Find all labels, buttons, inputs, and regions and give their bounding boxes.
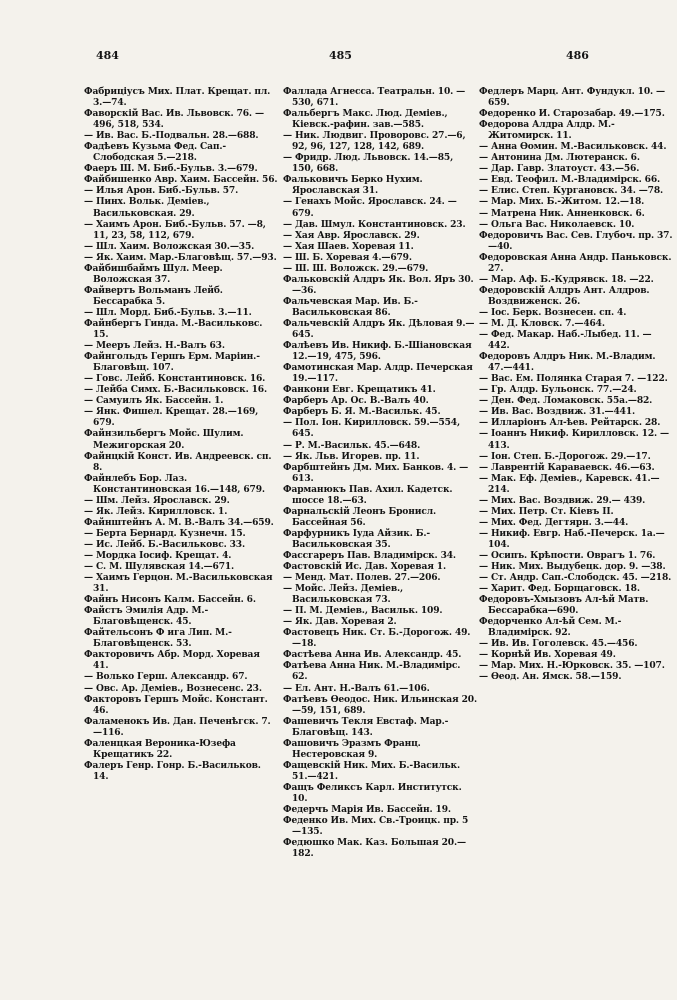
directory-entry: Федорченко Ал-ѣй Сем. М.-Владимірск. 92. <box>479 616 622 639</box>
directory-entry: — С. М. Шулявская 14.—671. <box>84 561 235 573</box>
directory-entry: Фастовскій Ис. Дав. Хоревая 1. <box>283 561 446 573</box>
directory-entry: — Евд. Теофил. М.-Владимірск. 66. <box>479 174 661 186</box>
directory-entry: Фарберъ Б. Я. М.-Васильк. 45. <box>283 406 441 418</box>
directory-entry: — Никиф. Евгр. Наб.-Печерск. 1а.—104. <box>479 527 665 550</box>
directory-entry: Фатѣева Анна Ник. М.-Владимірс. 62. <box>283 660 461 683</box>
directory-entry: Федлеръ Марц. Ант. Фундукл. 10. —659. <box>479 86 665 109</box>
directory-entry: Фальчевскій Алдръ Як. Дѣловая 9.—645. <box>283 317 475 341</box>
directory-entry: Федоровская Анна Андр. Паньковск. 27. <box>479 251 672 274</box>
directory-entry: — Мар. Мих. Н.-Юрковск. 35. —107. <box>479 660 665 672</box>
directory-entry: Фашовичъ Эразмъ Франц. Нестеровская 9. <box>283 737 421 760</box>
directory-entry: Федоровъ Алдръ Ник. М.-Владим. 47.—441. <box>479 351 656 374</box>
directory-entry: — Мойс. Лейз. Деміев., Васильковская 73. <box>283 583 404 606</box>
directory-entry: — Дав. Шмул. Константиновск. 23. <box>283 218 466 230</box>
directory-entry: — Мак. Еф. Деміев., Каревск. 41.—214. <box>479 472 660 495</box>
directory-entry: — Гр. Алдр. Бульонск. 77.—24. <box>479 384 637 396</box>
directory-entry: — Илларіонъ Ал-ѣев. Рейтарск. 28. <box>479 417 661 429</box>
directory-entry: Фаллада Агнесса. Театральн. 10. —530, 671. <box>283 86 466 109</box>
directory-entry: Фаламенокъ Ив. Дан. Печенѣгск. 7.—116. <box>84 715 271 738</box>
directory-entry: — Антонина Дм. Лютеранск. 6. <box>479 152 640 164</box>
directory-entry: Фаворскій Вас. Ив. Львовск. 76. —496, 518, 534. <box>84 108 264 131</box>
page-number-left: 484 <box>96 49 119 62</box>
directory-entry: — Мих. Вас. Воздвиж. 29.— 439. <box>479 494 646 506</box>
directory-entry: — Ив. Вас. Воздвиж. 31.—441. <box>479 406 636 418</box>
directory-entry: — Мееръ Лейз. Н.-Валъ 63. <box>84 340 225 352</box>
directory-entry: Фарбштейнъ Дм. Мих. Банков. 4. —613. <box>283 461 469 484</box>
directory-entry: Федерчъ Марія Ив. Бассейн. 19. <box>283 804 451 816</box>
directory-entry: Фащъ Феликсъ Карл. Институтск. 10. <box>283 781 462 804</box>
directory-entry: — Ш. Ш. Воложск. 29.—679. <box>283 262 429 274</box>
directory-entry: Файнъ Нисонъ Калм. Бассейн. 6. <box>84 594 256 606</box>
directory-entry: — Ис. Лейб. Б.-Васильковс. 33. <box>84 538 245 550</box>
directory-entry: — Корнѣй Ив. Хоревая 49. <box>479 649 616 661</box>
directory-entry: Фастовецъ Ник. Ст. Б.-Дорогож. 49.—18. <box>283 627 471 650</box>
page-number-right: 486 <box>566 49 589 62</box>
directory-entry: Фальбергъ Макс. Люд. Деміев., Кіевск.-рафин. зав.—585. <box>283 108 448 131</box>
directory-entry: — Менд. Мат. Полев. 27.—206. <box>283 572 441 584</box>
directory-entry: Фастѣева Анна Ив. Александр. 45. <box>283 649 462 661</box>
directory-entry: — Іон. Степ. Б.-Дорогож. 29.—17. <box>479 450 651 462</box>
directory-entry: Файбишенко Авр. Хаим. Бассейн. 56. <box>84 174 278 186</box>
directory-entry: — Іос. Берк. Вознесен. сп. 4. <box>479 306 627 318</box>
directory-entry: — Генахъ Мойс. Ярославск. 24. —679. <box>283 196 457 219</box>
directory-entry: Фаленцкая Вероника-Юзефа Крещатикъ 22. <box>84 737 236 760</box>
directory-entry: Феденко Ив. Мих. Св.-Троицк. пр. 5—135. <box>283 815 469 838</box>
directory-entry: Федоровскій Алдръ Ант. Алдров. Воздвиженск. 26. <box>479 284 650 307</box>
directory-entry: — Анна Ѳомин. М.-Васильковск. 44. <box>479 141 667 153</box>
directory-entry: — Ш. Б. Хоревая 4.—679. <box>283 251 412 263</box>
directory-entry: Фассгареръ Пав. Владимірск. 34. <box>283 549 456 561</box>
directory-entry: Факторовъ Гершъ Мойс. Констант. 46. <box>84 693 268 716</box>
directory-entry: — Як. Хаим. Мар.-Благовѣщ. 57.—93. <box>84 251 277 263</box>
directory-entry: — Хая Шаев. Хоревая 11. <box>283 240 414 252</box>
directory-entry: Федоровъ-Хмызовъ Ал-ѣй Матв. Бессарабка—690. <box>479 594 649 617</box>
directory-column-left <box>84 86 278 986</box>
directory-entry: — Лейба Симх. Б.-Васильковск. 16. <box>84 384 268 396</box>
directory-entry: — Фридр. Люд. Львовск. 14.—85, 150, 668. <box>283 152 454 175</box>
directory-entry: Файнбергъ Гинда. М.-Васильковс. 15. <box>84 317 263 341</box>
directory-entry: Фарманюкъ Пав. Ахил. Кадетск. шоссе 18.—63. <box>283 483 453 506</box>
directory-entry: — Мих. Петр. Ст. Кіевъ II. <box>479 505 614 517</box>
directory-entry: — Дар. Гавр. Златоуст. 43.—56. <box>479 163 640 175</box>
directory-column-right <box>479 86 673 986</box>
directory-entry: Фарнальскій Леонъ Бронисл. Бассейная 56. <box>283 505 436 528</box>
directory-entry: — Пинх. Вольк. Деміев., Васильковская. 29. <box>84 196 210 219</box>
directory-entry: — Як. Льв. Игорев. пр. 11. <box>283 450 420 462</box>
directory-entry: — Ѳеод. Ан. Ямск. 58.—159. <box>479 671 622 683</box>
directory-entry: Федорова Алдра Алдр. М.-Житомирск. 11. <box>479 119 615 142</box>
directory-entry: Фарберъ Ар. Ос. В.-Валъ 40. <box>283 395 429 407</box>
directory-entry: — Шл. Морд. Биб.-Бульв. 3.—11. <box>84 306 252 318</box>
directory-column-middle <box>283 86 477 986</box>
directory-entry: Фаеръ Ш. М. Биб.-Бульв. 3.—679. <box>84 163 258 175</box>
directory-entry: — Шм. Лейз. Ярославск. 29. <box>84 494 230 506</box>
directory-entry: Фашевичъ Текля Евстаф. Мар.-Благовѣщ. 143. <box>283 715 449 738</box>
directory-entry: — Мих. Фед. Дегтярн. 3.—44. <box>479 516 629 528</box>
directory-entry: — Хаимъ Герцон. М.-Васильковская 31. <box>84 572 273 595</box>
directory-entry: Фальчевская Мар. Ив. Б.-Васильковская 86. <box>283 295 418 318</box>
directory-entry: — Елис. Степ. Кургановск. 34. —78. <box>479 185 664 197</box>
directory-entry: — Мордка Іосиф. Крещат. 4. <box>84 549 232 561</box>
directory-entry: Файнлебъ Бор. Лаз. Константиновская 16.—148, 679. <box>84 472 265 495</box>
directory-entry: — Ив. Вас. Б.-Подвальн. 28.—688. <box>84 130 259 142</box>
directory-entry: — Самуилъ Як. Бассейн. 1. <box>84 395 224 407</box>
directory-entry: Файвертъ Вольманъ Лейб. Бессарабка 5. <box>84 284 223 307</box>
directory-entry: — Як. Лейз. Кирилловск. 1. <box>84 505 228 517</box>
directory-entry: — Харит. Фед. Борщаговск. 18. <box>479 583 640 595</box>
directory-entry: — Илья Арон. Биб.-Бульв. 57. <box>84 185 239 197</box>
directory-entry: — Берта Бернард. Кузнечн. 15. <box>84 527 246 539</box>
directory-entry: — Мар. Аф. Б.-Кудрявск. 18. —22. <box>479 273 654 285</box>
directory-entry: — Волько Герш. Александр. 67. <box>84 671 248 683</box>
directory-entry: — Хая Авр. Ярославск. 29. <box>283 229 420 241</box>
directory-entry: Фамотинская Мар. Алдр. Печерская 19.—117. <box>283 362 473 385</box>
directory-entry: — Мар. Мих. Б.-Житом. 12.—18. <box>479 196 645 208</box>
directory-entry: — Ник. Мих. Выдубецк. дор. 9. —38. <box>479 561 666 573</box>
directory-entry: — Ольга Вас. Николаевск. 10. <box>479 218 635 230</box>
directory-entry: — Ст. Андр. Сап.-Слободск. 45. —218. <box>479 572 672 584</box>
directory-entry: Федоренко И. Старозабар. 49.—175. <box>479 108 665 120</box>
directory-entry: — Ник. Людвиг. Проворовс. 27.—6, 92, 96, 127, 128, 142, 689. <box>283 130 466 153</box>
directory-entry: Файнцкій Конст. Ив. Андреевск. сп. 8. <box>84 450 272 473</box>
directory-entry: — М. Д. Кловск. 7.—464. <box>479 317 605 329</box>
directory-entry: Факторовичъ Абр. Морд. Хоревая 41. <box>84 649 260 672</box>
directory-entry: — Осипъ. Крѣпости. Оврагъ 1. 76. <box>479 549 656 561</box>
directory-entry: — Пол. Іон. Кирилловск. 59.—554, 645. <box>283 417 460 440</box>
directory-entry: Файбишбаймъ Шул. Меер. Воложская 37. <box>84 262 223 285</box>
directory-entry: Файнштейнъ А. М. В.-Валъ 34.—659. <box>84 516 274 528</box>
directory-entry: — Матрена Ник. Анненковск. 6. <box>479 207 645 219</box>
directory-entry: Фабриціусъ Мих. Плат. Крещат. пл. 3.—74. <box>84 86 271 109</box>
directory-entry: Файнзильбергъ Мойс. Шулим. Межигорская 20. <box>84 428 244 451</box>
directory-entry: — Шл. Хаим. Воложская 30.—35. <box>84 240 255 252</box>
directory-entry: Фащевскій Ник. Мих. Б.-Васильк. 51.—421. <box>283 759 460 782</box>
directory-entry: — Р. М.-Васильк. 45.—648. <box>283 439 421 451</box>
directory-entry: Фальковичъ Берко Нухим. Ярославская 31. <box>283 174 423 197</box>
directory-entry: — Хаимъ Арон. Биб.-Бульв. 57. —8, 11, 23, 58, 112, 679. <box>84 218 266 241</box>
directory-entry: Фальковскій Алдръ Як. Вол. Яръ 30.—36. <box>283 273 474 296</box>
directory-entry: — Лаврентій Караваевск. 46.—63. <box>479 461 655 473</box>
directory-entry: — Вас. Ем. Полянка Старая 7. —122. <box>479 373 668 385</box>
directory-entry: Федоровичъ Вас. Сев. Глубоч. пр. 37.—40. <box>479 229 673 252</box>
directory-entry: Файстъ Эмилія Адр. М.-Благовѣщенск. 45. <box>84 605 209 628</box>
directory-entry: — Овс. Ар. Деміев., Вознесенс. 23. <box>84 682 262 694</box>
page-number-middle: 485 <box>329 49 352 62</box>
directory-entry: — Як. Дав. Хоревая 2. <box>283 616 397 628</box>
directory-entry: Фадѣевъ Кузьма Фед. Сап.-Слободская 5.—218. <box>84 141 227 164</box>
directory-entry: Файтельсонъ Ф ига Лип. М.-Благовѣщенск. 53. <box>84 627 232 650</box>
directory-entry: Фарфурникъ Іуда Айзик. Б.-Васильковская 35. <box>283 527 430 550</box>
directory-entry: — Ив. Ив. Гоголевск. 45.—456. <box>479 638 638 650</box>
directory-entry: — Фед. Макар. Наб.-Лыбед. 11. —442. <box>479 329 652 352</box>
directory-entry: Фалеръ Генр. Гонр. Б.-Васильков. 14. <box>84 759 261 782</box>
directory-entry: — Ден. Фед. Ломаковск. 55а.—82. <box>479 395 653 407</box>
directory-entry: Фанкони Евг. Крещатикъ 41. <box>283 384 436 396</box>
directory-entry: Фалѣевъ Ив. Никиф. Б.-Шіановская 12.—19, 475, 596. <box>283 340 472 363</box>
directory-entry: — Янк. Фишел. Крещат. 28.—169, 679. <box>84 406 259 429</box>
directory-entry: — П. М. Деміев., Васильк. 109. <box>283 605 443 617</box>
directory-entry: Фатѣевъ Ѳеодос. Ник. Ильинская 20.—59, 151, 689. <box>283 693 477 716</box>
directory-entry: — Ел. Ант. Н.-Валъ 61.—106. <box>283 682 430 694</box>
directory-entry: — Іоаннъ Никиф. Кирилловск. 12. —413. <box>479 428 670 451</box>
directory-entry: — Говс. Лейб. Константиновск. 16. <box>84 373 266 385</box>
directory-entry: Федюшко Мак. Каз. Большая 20.—182. <box>283 837 466 860</box>
directory-entry: Файнгольдъ Гершъ Ерм. Маріин.-Благовѣщ. 107. <box>84 351 260 374</box>
